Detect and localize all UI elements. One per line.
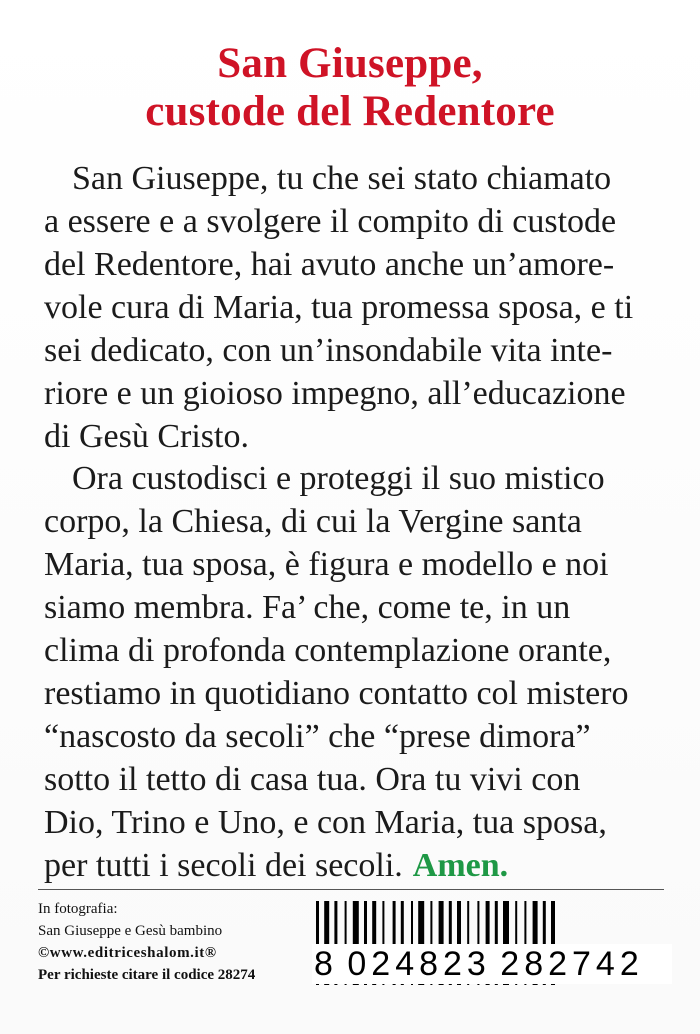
prayer-title (0, 40, 700, 136)
prayer-line: del Redentore, hai avuto anche un’amore- (44, 246, 615, 283)
photo-label: In fotografia: (38, 901, 118, 917)
photo-subject: San Giuseppe e Gesù bambino (38, 923, 223, 939)
title-line-2: custode del Redentore (145, 88, 555, 135)
prayer-line: Dio, Trino e Uno, e con Maria, tua sposa, (44, 804, 607, 841)
credits-block (38, 898, 308, 986)
prayer-line-text: per tutti i secoli dei secoli. (44, 847, 403, 884)
prayer-line: Ora custodisci e proteggi il suo mistico (72, 460, 605, 497)
publisher-website: ©www.editriceshalom.it® (38, 945, 217, 961)
prayer-line: riore e un gioioso impegno, all’educazione (44, 375, 626, 412)
prayer-line: sotto il tetto di casa tua. Ora tu vivi con (44, 761, 581, 798)
prayer-line: “nascosto da secoli” che “prese dimora” (44, 718, 591, 755)
prayer-line: di Gesù Cristo. (44, 418, 249, 455)
prayer-line: San Giuseppe, tu che sei stato chiamato (72, 160, 612, 197)
barcode-left-group: 024823 (347, 945, 491, 983)
prayer-paragraph-2 (44, 457, 664, 887)
prayer-line: a essere e a svolgere il compito di custode (44, 203, 617, 240)
code-request: Per richieste citare il codice 28274 (38, 967, 256, 983)
prayer-line: Maria, tua sposa, è figura e modello e noi (44, 546, 609, 583)
prayer-last-line (44, 844, 664, 887)
footer-divider (38, 889, 664, 890)
prayer-line: siamo membra. Fa’ che, come te, in un (44, 589, 571, 626)
barcode-right-group: 282742 (500, 945, 644, 983)
prayer-line: restiamo in quotidiano contatto col mistero (44, 675, 629, 712)
prayer-line: corpo, la Chiesa, di cui la Vergine santa (44, 503, 582, 540)
title-line-1: San Giuseppe, (217, 40, 483, 87)
prayer-line: sei dedicato, con un’insondabile vita inte- (44, 332, 613, 369)
barcode-number (312, 944, 672, 984)
amen-text: Amen. (412, 847, 509, 884)
prayer-line: vole cura di Maria, tua promessa sposa, e ti (44, 289, 634, 326)
prayer-line: clima di profonda contemplazione orante, (44, 632, 612, 669)
prayer-paragraph-1 (44, 157, 664, 458)
barcode-first-digit: 8 (314, 945, 338, 983)
